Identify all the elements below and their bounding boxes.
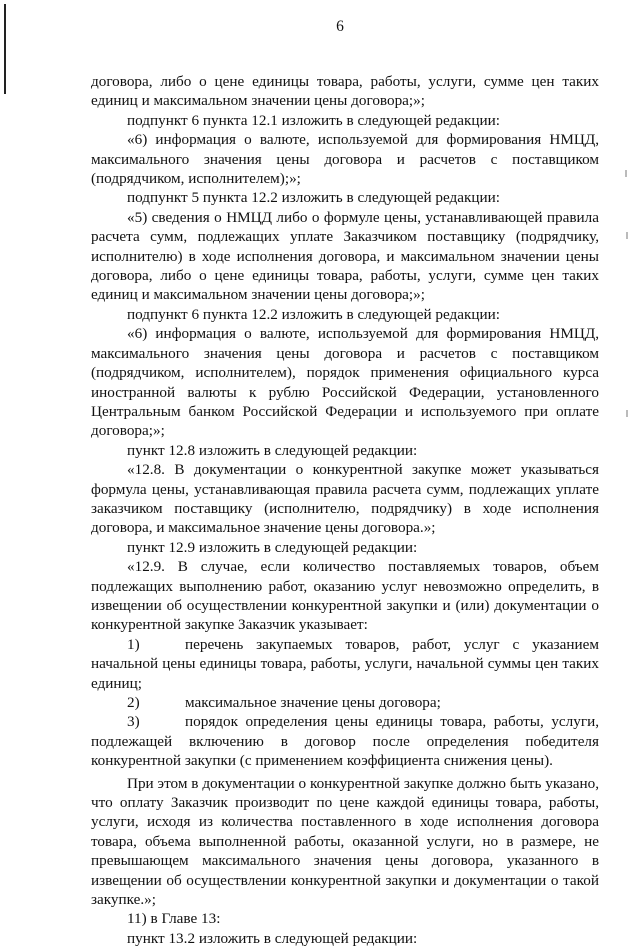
list-item-text: перечень закупаемых товаров, работ, услуг с указанием начальной цены единицы товара, работы, услуги, начальной суммы цен таких единиц; [91, 635, 599, 692]
paragraph: «6) информация о валюте, используемой для формирования НМЦД, максимального значения цены договора и расчетов с поставщиком (подрядчиком, исполнителем), порядок применения официального курса иностранной валюты к рублю Российской Федерации, установленного Центральным банком Российской Федерации и используемого при оплате договора;»; [91, 325, 599, 440]
page-number: 6 [336, 18, 344, 35]
paragraph: «6) информация о валюте, используемой для формирования НМЦД, максимального значения цены договора и расчетов с поставщиком (подрядчиком, исполнителем);»; [91, 131, 599, 188]
list-item [91, 635, 599, 693]
scan-speck [626, 232, 628, 239]
chapter-item: 11) в Главе 13: [127, 910, 221, 928]
document-body [91, 72, 599, 948]
paragraph: подпункт 6 пункта 12.1 изложить в следующей редакции: [127, 111, 500, 129]
list-item-text: порядок определения цены единицы товара, работы, услуги, подлежащей включению в договор после определения победителя конкурентной закупки (с применением коэффициента снижения цены). [91, 713, 599, 770]
paragraph: «5) сведения о НМЦД либо о формуле цены, устанавливающей правила расчета сумм, подлежащих уплате Заказчиком поставщику (подрядчику, исполнителю) в ходе исполнения договора, и максимальном значении цены договора, либо о цене единицы товара, работы, услуги, сумме цен таких единиц и максимальном значении цены договора;»; [91, 208, 599, 304]
list-item-number: 2) [127, 694, 140, 711]
list-item-number: 1) [127, 635, 140, 653]
scan-speck [625, 170, 627, 177]
paragraph: При этом в документации о конкурентной закупке должно быть указано, что оплату Заказчик производит по цене каждой единицы товара, работы, услуги, исходя из количества поставленного в ходе исполнения договора товара, объема выполненной работы, оказанной услуги, но в размере, не превышающем максимального значения цены договора, указанного в извещении об осуществлении конкурентной закупки и документации о такой закупке.»; [91, 774, 599, 909]
paragraph: пункт 12.8 изложить в следующей редакции: [127, 441, 418, 459]
paragraph: подпункт 6 пункта 12.2 изложить в следующей редакции: [127, 305, 500, 323]
paragraph: пункт 13.2 изложить в следующей редакции: [127, 929, 418, 947]
paragraph: подпункт 5 пункта 12.2 изложить в следующей редакции: [127, 189, 500, 207]
list-item-number: 3) [127, 713, 140, 731]
list-item [91, 693, 599, 712]
list-item [91, 712, 599, 770]
paragraph: «12.8. В документации о конкурентной закупке может указываться формула цены, устанавливающая правила расчета сумм, подлежащих уплате заказчиком поставщику (исполнителю, подрядчику) в ходе исполнения договора, и максимальное значение цены договора.»; [91, 461, 599, 537]
scan-speck [626, 410, 628, 417]
paragraph: пункт 12.9 изложить в следующей редакции: [127, 538, 418, 556]
paragraph: договора, либо о цене единицы товара, работы, услуги, сумме цен таких единиц и максимальном значении цены договора;»; [91, 73, 599, 110]
list-item-text: максимальное значение цены договора; [185, 694, 441, 711]
paragraph: «12.9. В случае, если количество поставляемых товаров, объем подлежащих выполнению работ, оказанию услуг невозможно определить, в извещении об осуществлении конкурентной закупки и (или) документации о конкурентной закупке Заказчик указывает: [91, 558, 599, 634]
